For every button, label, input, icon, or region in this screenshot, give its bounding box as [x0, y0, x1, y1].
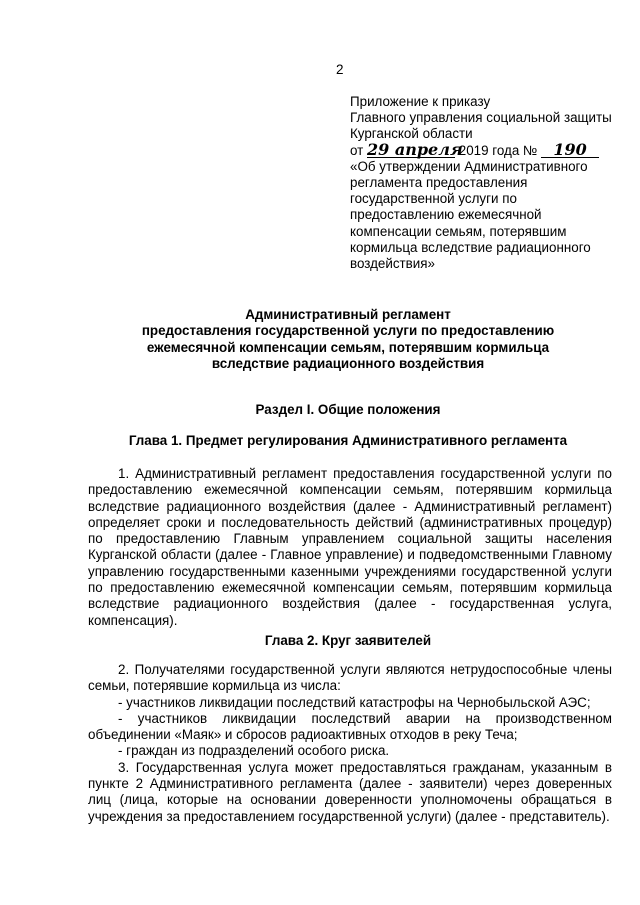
list-item: - участников ликвидации последствий катастрофы на Чернобыльской АЭС; — [118, 694, 591, 710]
title-line: вследствие радиационного воздействия — [211, 356, 485, 372]
paragraph-1 — [88, 466, 612, 629]
appendix-about-line: компенсации семьям, потерявшим — [350, 223, 567, 239]
paragraph-2 — [88, 662, 612, 825]
list-item: - участников ликвидации последствий аварии на производственном объединении «Маяк» и сбросов радиоактивных отходов в реку Теча; — [88, 710, 612, 743]
year-text: 2019 года № — [458, 142, 538, 158]
title-line: Административный регламент — [245, 307, 451, 322]
appendix-date-line — [350, 139, 620, 159]
paragraph-text: 3. Государственная услуга может предоставляться гражданам, указанным в пункте 2 Административного регламента (далее - заявители) через доверенных лиц (лица, которые на основании доверенности уполномочены обращаться в учреждения за предоставлением государственной услуги) (далее - представитель). — [88, 759, 612, 824]
chapter-heading: Глава 2. Круг заявителей — [264, 633, 432, 648]
appendix-line: Курганской области — [350, 126, 473, 142]
paragraph-text: 2. Получателями государственной услуги являются нетрудоспособные члены семьи, потерявшие кормильца из числа: — [88, 662, 612, 694]
handwritten-date: 29 апреля — [367, 139, 463, 159]
title-line: ежемесячной компенсации семьям, потерявшим кормильца — [146, 339, 550, 355]
date-prefix: от — [350, 142, 364, 158]
appendix-about-line: воздействия» — [350, 256, 435, 272]
page-number: 2 — [336, 62, 344, 77]
chapter-heading: Глава 1. Предмет регулирования Административного регламента — [128, 433, 568, 448]
document-title — [88, 307, 608, 373]
title-line: предоставления государственной услуги по предоставлению — [141, 323, 555, 339]
appendix-about-line: предоставлению ежемесячной — [350, 207, 542, 223]
list-item: - граждан из подразделений особого риска. — [118, 743, 390, 759]
appendix-about-line: кормильца вследствие радиационного — [350, 239, 591, 255]
appendix-about-line: государственной услуги по — [350, 191, 517, 207]
section-heading: Раздел I. Общие положения — [255, 402, 441, 417]
appendix-about-line: «Об утверждении Административного — [350, 158, 588, 174]
appendix-about-line: регламента предоставления — [350, 175, 528, 191]
handwritten-number: 190 — [541, 143, 599, 158]
appendix-line: Главного управления социальной защиты — [350, 110, 612, 126]
appendix-block — [350, 94, 620, 272]
appendix-line: Приложение к приказу — [350, 94, 491, 109]
paragraph-text: 1. Административный регламент предоставления государственной услуги по предоставлению ежемесячной компенсации семьям, потерявшим кормильца вследствие радиационного воздействия (далее - Административный регламент) определяет сроки и последовательность действий (административных процедур) по предоставлению Главным управлением социальной защиты населения Курганской области (далее - Главное управление) и подведомственными Главному управлению государственными казенными учреждениями государственной услуги по предоставлению ежемесячной компенсации семьям, потерявшим кормильца вследствие радиационного воздействия (далее - государственная услуга, компенсация). — [88, 466, 612, 628]
